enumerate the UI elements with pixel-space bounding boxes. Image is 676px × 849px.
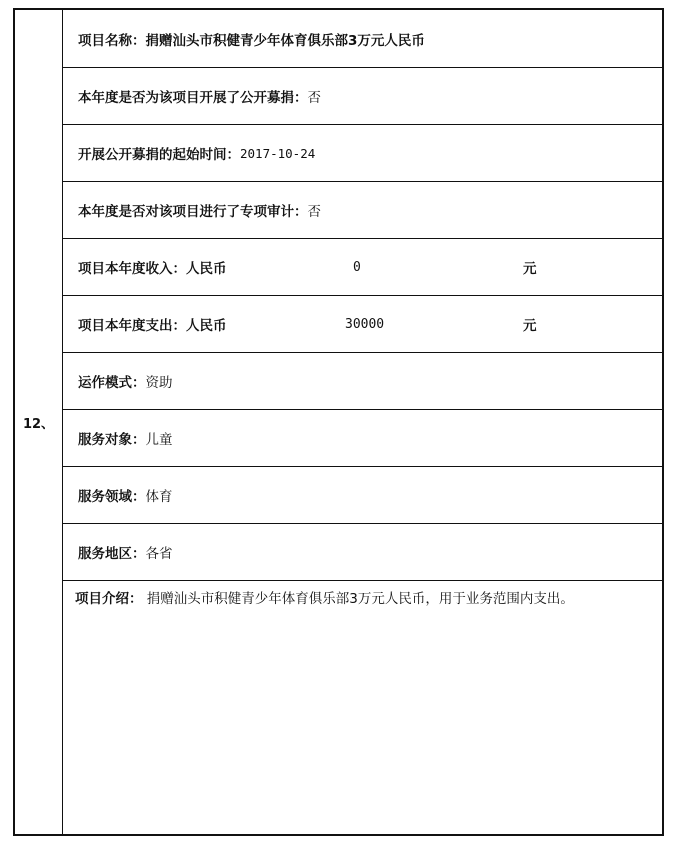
project-table — [13, 8, 664, 836]
income-amount: 0 — [353, 259, 361, 275]
start-time-row — [63, 125, 662, 182]
start-time-value: 2017-10-24 — [240, 145, 316, 161]
row-number: 12、 — [15, 10, 63, 834]
mode-value: 资助 — [145, 375, 173, 391]
mode-label: 运作模式： — [78, 375, 146, 391]
field-value: 体育 — [145, 489, 173, 505]
audit-label: 本年度是否对该项目进行了专项审计： — [78, 204, 308, 220]
expense-unit: 元 — [523, 318, 537, 334]
project-name-row — [63, 10, 662, 68]
field-label: 服务领域： — [78, 489, 146, 505]
project-details — [63, 10, 662, 834]
field-row — [63, 467, 662, 524]
region-value: 各省 — [145, 546, 173, 562]
target-label: 服务对象： — [78, 432, 146, 448]
target-value: 儿童 — [145, 432, 173, 448]
fundraising-label: 本年度是否为该项目开展了公开募捐： — [78, 90, 308, 106]
intro-label: 项目介绍： — [75, 591, 143, 607]
region-label: 服务地区： — [78, 546, 146, 562]
fundraising-row — [63, 68, 662, 125]
income-unit: 元 — [523, 261, 537, 277]
mode-row — [63, 353, 662, 410]
expense-amount: 30000 — [345, 316, 385, 332]
intro-value: 捐赠汕头市积健青少年体育俱乐部3万元人民币，用于业务范围内支出。 — [142, 591, 574, 607]
target-row — [63, 410, 662, 467]
project-name-value: 捐赠汕头市积健青少年体育俱乐部3万元人民币 — [145, 32, 425, 49]
audit-value: 否 — [307, 204, 321, 220]
start-time-label: 开展公开募捐的起始时间： — [78, 147, 240, 163]
expense-row — [63, 296, 662, 353]
expense-label: 项目本年度支出：人民币 — [78, 318, 227, 334]
intro-section — [63, 581, 662, 834]
audit-row — [63, 182, 662, 239]
project-name-label: 项目名称： — [78, 32, 146, 49]
income-row — [63, 239, 662, 296]
fundraising-value: 否 — [307, 90, 321, 106]
income-label: 项目本年度收入：人民币 — [78, 261, 227, 277]
region-row — [63, 524, 662, 581]
